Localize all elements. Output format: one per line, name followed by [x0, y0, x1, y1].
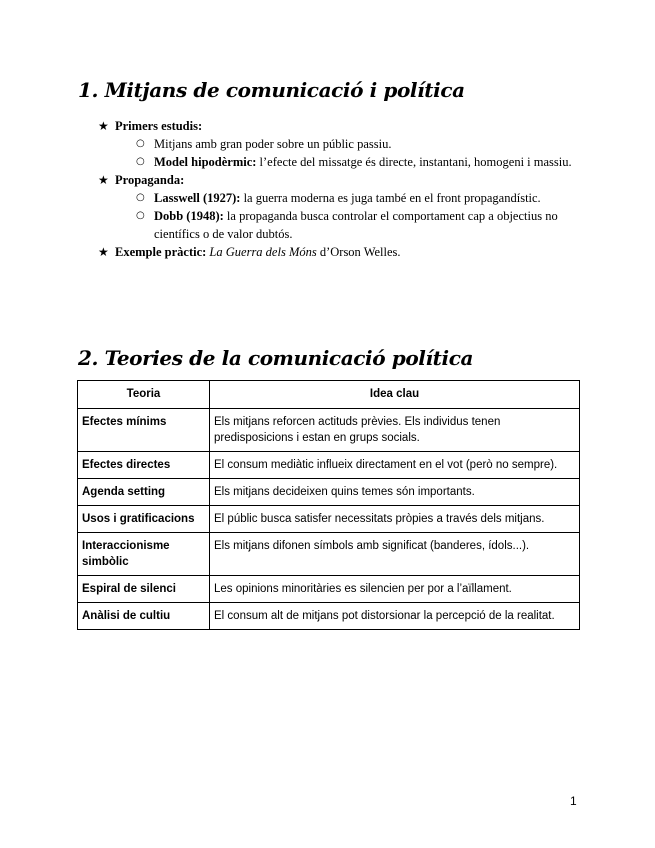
work-title: La Guerra dels Móns [209, 245, 317, 259]
table-row [78, 409, 580, 452]
table-row [78, 506, 580, 533]
item-label: Primers estudis: [115, 119, 203, 133]
table-row [78, 576, 580, 603]
sub-item [98, 189, 598, 207]
page-number: 1 [570, 794, 577, 808]
table-row [78, 452, 580, 479]
theories-table [77, 380, 580, 630]
theory-name: Efectes directes [78, 452, 210, 479]
theory-idea: El consum mediàtic influeix directament en el vot (però no sempre). [210, 452, 580, 479]
theory-idea: Les opinions minoritàries es silencien per por a l’aïllament. [210, 576, 580, 603]
theory-name: Espiral de silenci [78, 576, 210, 603]
table-row [78, 479, 580, 506]
sub-item-label: Lasswell (1927): [154, 191, 241, 205]
theory-idea: El públic busca satisfer necessitats pròpies a través dels mitjans. [210, 506, 580, 533]
circle-bullet-icon: ○ [136, 156, 145, 167]
theory-idea: Els mitjans difonen símbols amb significat (banderes, ídols...). [210, 533, 580, 576]
header-cell-idea-clau: Idea clau [210, 381, 580, 409]
table-row [78, 603, 580, 630]
sub-item-label: Model hipodèrmic: [154, 155, 257, 169]
table-row [78, 533, 580, 576]
circle-bullet-icon: ○ [136, 192, 145, 203]
item-label: Propaganda: [115, 173, 185, 187]
sub-item-label: Dobb (1948): [154, 209, 224, 223]
theory-idea: Els mitjans reforcen actituds prèvies. Els individus tenen predisposicions i estan en grups socials. [210, 409, 580, 452]
item-text: d’Orson Welles. [316, 245, 401, 259]
star-bullet-icon: ★ [98, 119, 109, 133]
sub-item-text: l’efecte del missatge és directe, instantani, homogeni i massiu. [256, 155, 572, 169]
sub-item [98, 207, 598, 243]
section-1-heading: 1. Mitjans de comunicació i política [78, 78, 465, 102]
list-item-exemple-practic [98, 243, 598, 261]
list-item-propaganda [98, 171, 598, 189]
theory-idea: El consum alt de mitjans pot distorsionar la percepció de la realitat. [210, 603, 580, 630]
theory-name: Interaccionisme simbòlic [78, 533, 210, 576]
theory-name: Agenda setting [78, 479, 210, 506]
sub-item [98, 135, 598, 153]
header-cell-teoria: Teoria [78, 381, 210, 409]
circle-bullet-icon: ○ [136, 138, 145, 149]
section-1-list [98, 117, 598, 261]
item-label: Exemple pràctic: [115, 245, 207, 259]
star-bullet-icon: ★ [98, 245, 109, 259]
theory-idea: Els mitjans decideixen quins temes són importants. [210, 479, 580, 506]
circle-bullet-icon: ○ [136, 210, 145, 221]
theory-name: Usos i gratificacions [78, 506, 210, 533]
theory-name: Efectes mínims [78, 409, 210, 452]
sub-item [98, 153, 598, 171]
sub-item-text: la propaganda busca controlar el comportament cap a objectius no científics o de valor dubtós. [154, 209, 558, 241]
sub-item-text: la guerra moderna es juga també en el front propagandístic. [240, 191, 541, 205]
star-bullet-icon: ★ [98, 173, 109, 187]
theory-name: Anàlisi de cultiu [78, 603, 210, 630]
list-item-primers-estudis [98, 117, 598, 135]
section-2-heading: 2. Teories de la comunicació política [78, 346, 474, 370]
sub-item-text: Mitjans amb gran poder sobre un públic passiu. [154, 137, 392, 151]
table-header-row [78, 381, 580, 409]
